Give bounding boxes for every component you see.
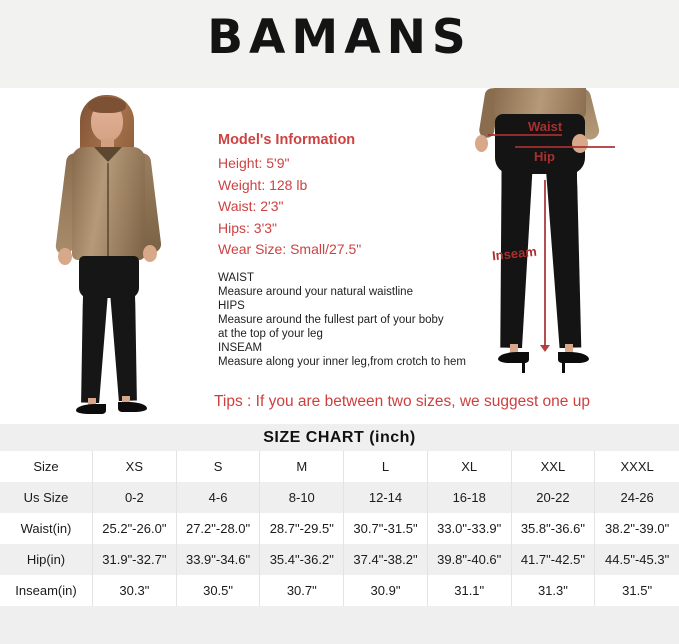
table-cell: 31.5"	[622, 583, 653, 598]
table-cell: 30.7"	[260, 575, 344, 606]
table-cell: 33.9"-34.6"	[177, 544, 261, 575]
row-label-cell: Waist(in)	[0, 513, 93, 544]
table-row	[0, 482, 679, 513]
table-cell: 0-2	[93, 482, 177, 513]
model2-hand-left	[475, 135, 488, 152]
inseam-measure-line	[544, 180, 546, 346]
table-cell: 25.2"-26.0"	[93, 513, 177, 544]
size-chart-title: SIZE CHART (inch)	[0, 424, 679, 451]
table-row	[0, 575, 679, 606]
table-cell: 31.1"	[428, 575, 512, 606]
inseam-arrow-icon	[540, 345, 550, 352]
model-pants-leg-left	[79, 293, 108, 404]
hip-measure-line	[515, 146, 615, 148]
model-info-title: Model's Information	[218, 132, 356, 148]
table-cell: 27.2"-28.0"	[177, 513, 261, 544]
model2-heel-left	[522, 362, 525, 373]
table-cell: XXL	[512, 451, 596, 482]
measure-description-line: Measure around your natural waistline	[218, 286, 413, 298]
row-label-cell: Us Size	[0, 482, 93, 513]
table-cell: 30.3"	[93, 575, 177, 606]
table-cell: 35.4"-36.2"	[260, 544, 344, 575]
model-pants-hip	[79, 256, 139, 298]
table-cell: 44.5"-45.3"	[605, 552, 670, 567]
size-chart-table	[0, 451, 679, 606]
model-pants-leg-right	[110, 293, 139, 402]
table-cell: 31.9"-32.7"	[93, 544, 177, 575]
waist-annotation-label: Waist	[528, 119, 563, 134]
table-cell: 31.3"	[512, 575, 596, 606]
brand-title: BAMANS	[207, 10, 472, 65]
hip-annotation-label: Hip	[534, 149, 555, 164]
row-label-cell: Size	[0, 451, 93, 482]
footer-band	[0, 606, 679, 644]
model-hand-right	[143, 245, 157, 262]
table-cell: 30.5"	[177, 575, 261, 606]
table-cell: 41.7"-42.5"	[512, 544, 596, 575]
model-photo-right	[462, 88, 642, 380]
model-hand-left	[58, 248, 72, 265]
table-cell: 39.8"-40.6"	[428, 544, 512, 575]
model2-pants-leg-right	[546, 168, 583, 349]
sizing-tips-text: Tips : If you are between two sizes, we suggest one up	[214, 393, 590, 410]
model-hair-fringe	[88, 97, 126, 113]
table-cell: 35.8"-36.6"	[512, 513, 596, 544]
table-row	[0, 513, 679, 544]
model-photo-left	[30, 95, 215, 420]
model2-heel-right	[562, 362, 565, 373]
model-info-line: Wear Size: Small/27.5"	[218, 241, 362, 257]
table-row	[0, 544, 679, 575]
table-cell: 30.7"-31.5"	[344, 513, 428, 544]
row-label-cell: Inseam(in)	[0, 575, 93, 606]
waist-measure-line	[488, 134, 562, 136]
table-cell: 16-18	[428, 482, 512, 513]
measure-description-line: Measure around the fullest part of your boby	[218, 314, 444, 326]
table-cell: 28.7"-29.5"	[260, 513, 344, 544]
measure-term: HIPS	[218, 300, 245, 312]
table-cell: 30.9"	[344, 575, 428, 606]
table-cell: XL	[428, 451, 512, 482]
table-cell: 20-22	[512, 482, 596, 513]
table-cell: 33.0"-33.9"	[428, 513, 512, 544]
table-cell: L	[344, 451, 428, 482]
table-cell: 37.4"-38.2"	[344, 544, 428, 575]
measure-description-line: at the top of your leg	[218, 328, 323, 340]
measure-term: INSEAM	[218, 342, 263, 354]
model-shirt-placket	[107, 163, 109, 257]
model-info-lines	[218, 153, 361, 261]
table-row	[0, 451, 679, 482]
model-info-line: Hips: 3'3"	[218, 219, 278, 236]
model-info-line: Waist: 2'3"	[218, 198, 284, 214]
model-info-line: Weight: 128 lb	[218, 176, 308, 193]
table-cell: S	[177, 451, 261, 482]
table-cell: 38.2"-39.0"	[605, 521, 670, 536]
measure-guide-block	[218, 271, 466, 369]
model-info-line: Height: 5'9"	[218, 155, 290, 171]
inseam-annotation-label: Inseam	[491, 243, 538, 264]
row-label-cell: Hip(in)	[0, 544, 93, 575]
table-cell: XS	[93, 451, 177, 482]
measure-description-line: Measure along your inner leg,from crotch to hem	[218, 356, 467, 368]
table-cell: XXXL	[620, 459, 654, 474]
table-cell: 12-14	[344, 482, 428, 513]
model-info-block	[218, 132, 361, 261]
table-cell: 8-10	[260, 482, 344, 513]
table-cell: 4-6	[177, 482, 261, 513]
table-cell: M	[260, 451, 344, 482]
table-cell: 24-26	[620, 490, 654, 505]
measure-term: WAIST	[218, 272, 254, 284]
model2-hand-right	[572, 134, 588, 153]
